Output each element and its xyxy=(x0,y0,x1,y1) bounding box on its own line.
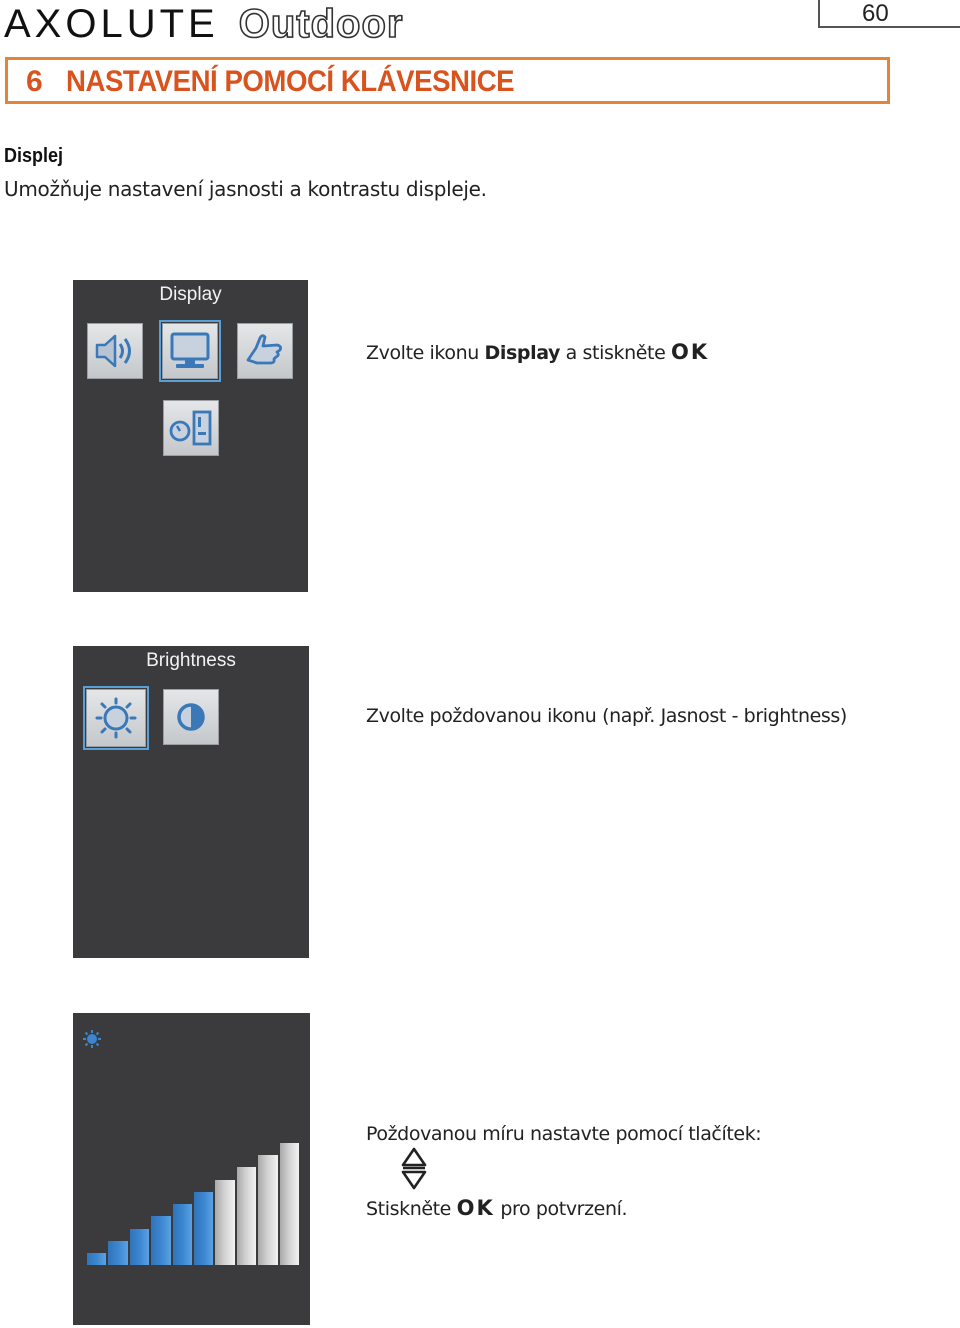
screen-brightness-level xyxy=(73,1013,310,1325)
up-down-arrows-icon xyxy=(400,1146,428,1194)
step3-description: Poždovanou míru nastavte pomocí tlačítek: xyxy=(366,1123,762,1145)
step2-description: Zvolte poždovanou ikonu (např. Jasnost - brightness) xyxy=(366,705,847,727)
level-bar[interactable] xyxy=(108,1241,127,1265)
confirm-text-b: pro potvrzení. xyxy=(494,1198,628,1220)
ok-key-label: OK xyxy=(671,340,710,364)
confirm-text-a: Stiskněte xyxy=(366,1198,457,1220)
screen-display-menu xyxy=(73,280,308,592)
screen-brightness-menu xyxy=(73,646,309,958)
brand-logo xyxy=(4,2,403,46)
hand-icon[interactable] xyxy=(237,323,293,379)
sun-icon[interactable] xyxy=(86,689,146,747)
step1-description xyxy=(366,340,709,364)
step3-confirm xyxy=(366,1196,627,1220)
screen-title: Brightness xyxy=(146,650,236,671)
level-bar[interactable] xyxy=(194,1192,213,1265)
level-bar[interactable] xyxy=(173,1204,192,1265)
page-number-frame xyxy=(818,0,960,28)
ok-key-label: OK xyxy=(456,1196,495,1220)
screen-title: Display xyxy=(159,284,222,305)
sun-icon xyxy=(83,1030,101,1052)
brand-sub: Outdoor xyxy=(238,2,404,46)
contrast-icon[interactable] xyxy=(163,689,219,745)
section-number: 6 xyxy=(26,65,43,98)
sub-heading: Displej xyxy=(4,145,64,167)
level-bar[interactable] xyxy=(215,1180,234,1265)
level-bar[interactable] xyxy=(151,1216,170,1265)
step1-text-c: a stiskněte xyxy=(560,342,671,364)
level-bar[interactable] xyxy=(87,1253,106,1265)
section-title: NASTAVENÍ POMOCÍ KLÁVESNICE xyxy=(66,65,515,98)
brightness-level-bars[interactable] xyxy=(87,1143,299,1265)
intro-text: Umožňuje nastavení jasnosti a kontrastu displeje. xyxy=(4,177,487,201)
monitor-icon[interactable] xyxy=(162,323,218,379)
level-bar[interactable] xyxy=(258,1155,277,1265)
page-number: 60 xyxy=(862,0,889,27)
step1-text-a: Zvolte ikonu xyxy=(366,342,485,364)
settings-icon[interactable] xyxy=(163,400,219,456)
level-bar[interactable] xyxy=(130,1229,149,1265)
level-bar[interactable] xyxy=(280,1143,299,1265)
level-bar[interactable] xyxy=(237,1167,256,1265)
step1-text-b: Display xyxy=(484,342,561,364)
speaker-icon[interactable] xyxy=(87,323,143,379)
brand-main: AXOLUTE xyxy=(4,2,219,46)
